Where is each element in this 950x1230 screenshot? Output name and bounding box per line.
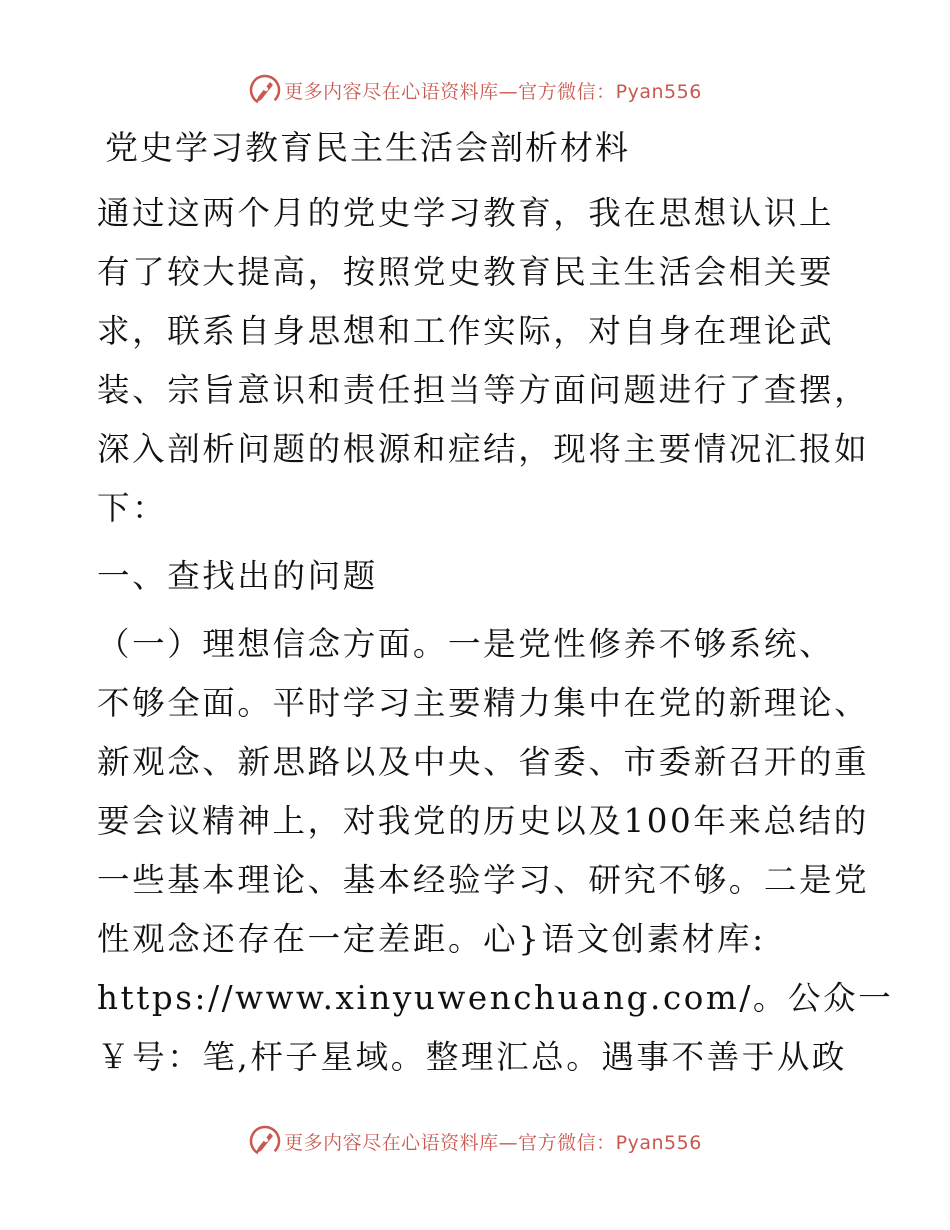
- header-watermark: [0, 70, 950, 110]
- pen-logo-icon: [248, 1124, 282, 1158]
- footer-watermark: [0, 1121, 950, 1161]
- text-line: 装、宗旨意识和责任担当等方面问题进行了查摆，: [97, 371, 870, 409]
- text-line: 有了较大提高，按照党史教育民主生活会相关要: [97, 253, 835, 291]
- document-title: 党史学习教育民主生活会剖析材料: [105, 128, 630, 167]
- watermark-text: 更多内容尽在心语资料库—官方微信：Pyan556: [284, 80, 702, 103]
- text-line: 下：: [97, 489, 168, 527]
- text-line: 通过这两个月的党史学习教育，我在思想认识上: [97, 194, 835, 232]
- text-line: 求，联系自身思想和工作实际，对自身在理论武: [97, 312, 835, 350]
- text-line: 一些基本理论、基本经验学习、研究不够。二是党: [97, 861, 870, 899]
- pen-logo-icon: [248, 73, 282, 107]
- text-line: ￥号：笔,杆子星域。整理汇总。遇事不善于从政: [97, 1038, 848, 1076]
- heading-line: 一、查找出的问题: [97, 557, 378, 595]
- url-line: https://www.xinyuwenchuang.com/。公众一: [97, 979, 894, 1017]
- text-line: 要会议精神上，对我党的历史以及100年来总结的: [97, 802, 869, 840]
- text-line: 性观念还存在一定差距。心}语文创素材库:: [97, 920, 766, 958]
- text-line: 新观念、新思路以及中央、省委、市委新召开的重: [97, 743, 870, 781]
- text-line: 深入剖析问题的根源和症结，现将主要情况汇报如: [97, 430, 870, 468]
- watermark-text: 更多内容尽在心语资料库—官方微信：Pyan556: [284, 1131, 702, 1154]
- paragraph-intro: [97, 184, 870, 538]
- document-body: [97, 122, 894, 1087]
- section-heading: [97, 547, 857, 606]
- text-line: （一）理想信念方面。一是党性修养不够系统、: [97, 625, 835, 663]
- paragraph-ideals: [97, 615, 894, 1087]
- text-line: 不够全面。平时学习主要精力集中在党的新理论、: [97, 684, 870, 722]
